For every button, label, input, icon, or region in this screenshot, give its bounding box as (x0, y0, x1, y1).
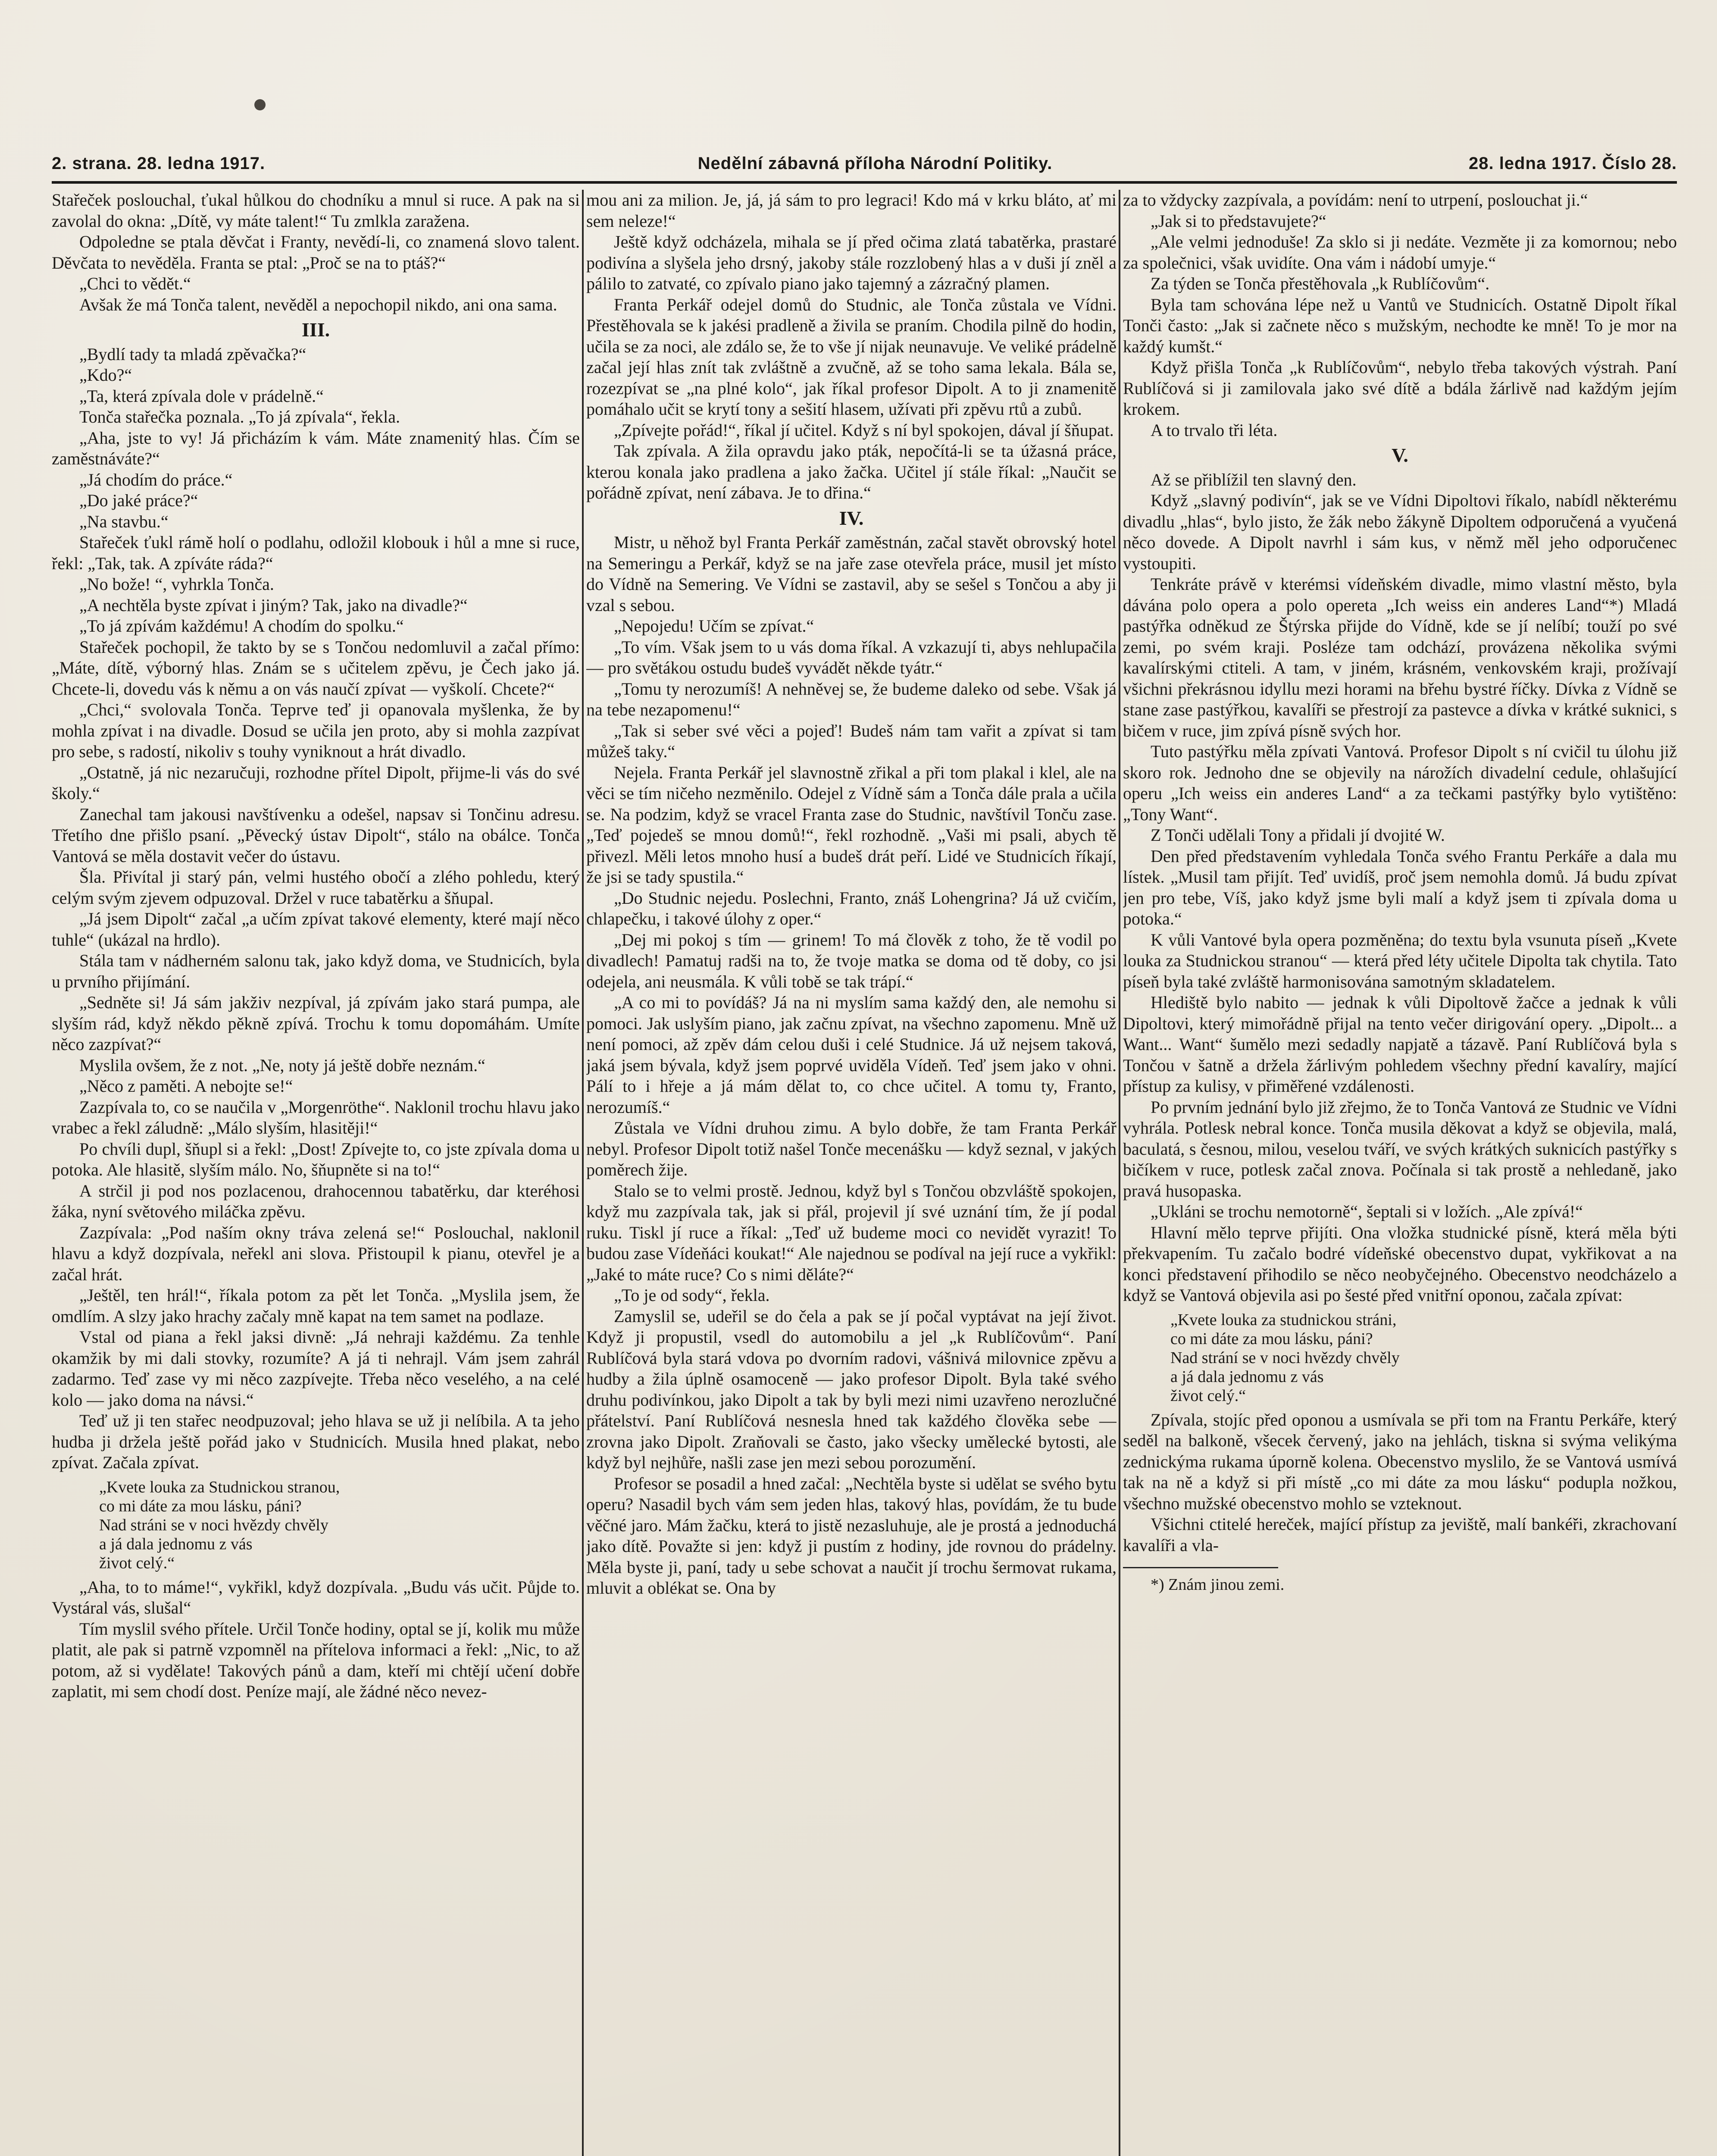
column-1 (52, 190, 580, 2156)
paragraph: „Tomu ty nerozumíš! A nehněvej se, že budeme daleko od sebe. Však já na tebe nezapomenu!“ (586, 679, 1117, 719)
paragraph: Stařeček ťukl rámě holí o podlahu, odložil klobouk i hůl a mne si ruce, řekl: „Tak, tak. A zpíváte ráda?“ (52, 533, 580, 573)
paragraph: „Bydlí tady ta mladá zpěvačka?“ (79, 344, 306, 364)
poem-verse (1170, 1310, 1677, 1405)
paragraph: Myslila ovšem, že z not. „Ne, noty já ještě dobře neznám.“ (79, 1055, 485, 1075)
paragraph: Tím myslil svého přítele. Určil Tonče hodiny, optal se jí, kolik mu může platit, ale pak si patrně vzpomněl na přítelova informaci a řekl: „Nic, to až potom, až si vydělate! Takových pánů a dam, kteří mi chtějí učení dobře zaplatit, mi sem chodí dost. Peníze mají, ale žádné něco nevez- (52, 1619, 580, 1701)
paragraph: Tenkráte právě v kterémsi vídeňském divadle, mimo vlastní město, byla dávána polo opera a polo opereta „Ich weiss ein anderes Land“*) Mladá pastýřka odněkud ze Štýrska přijde do Vídně, kde se jí nelíbí; touží po své zemi, po svém kraji. Posléze tam odchází, provázena několika svými kavalírskými ctiteli. A tam, v jiném, krásném, venkovském kraji, prožívají všichni překrásnou idyllu mezi horami na břehu bystré říčky. Dívka z Vídně se stane zase pastýřkou, kavalíři se přestrojí za pastevce a dívka v krátké suknici, s bičem v ruce, jim zpívá písně svých hor. (1123, 574, 1677, 740)
paragraph: Odpoledne se ptala děvčat i Franty, nevědí-li, co znamená slovo talent. Děvčata to nevěděla. Franta se ptal: „Proč se na to ptáš?“ (52, 232, 580, 273)
paragraph: „Jak si to představujete?“ (1151, 211, 1326, 231)
paragraph: Profesor se posadil a hned začal: „Nechtěla byste si udělat se svého bytu operu? Nasadil bych vám sem jeden hlas, takový hlas, povídám, že tu bude věčné jaro. Mám žačku, která to jistě nezasluhuje, ale je prostá a jednoduchá jako dítě. Považte si jen: když ji pustím z hodiny, jde rovnou do prádelny. Měla byste ji, paní, tady u sebe schovat a naučit jí trochu šermovat rukama, mluvit a oblékat se. Ona by (586, 1473, 1117, 1598)
chapter-heading: V. (1392, 444, 1408, 466)
paragraph: Tuto pastýřku měla zpívati Vantová. Profesor Dipolt s ní cvičil tu úlohu již skoro rok. Jednoho dne se objevily na nárožích divadelní cedule, ohlašující operu „Ich weiss ein anderes Land“ a za tečkami pastýřky bylo vytištěno: „Tony Want“. (1123, 742, 1677, 824)
paragraph: Zazpívala to, co se naučila v „Morgenröthe“. Naklonil trochu hlavu jako vrabec a řekl záludně: „Málo slyším, hlasitěji!“ (52, 1097, 580, 1138)
paragraph: Po chvíli dupl, šňupl si a řekl: „Dost! Zpívejte to, co jste zpívala doma u potoka. Ale hlasitě, slyším málo. No, šňupněte si na to!“ (52, 1139, 580, 1179)
paragraph: Tonča stařečka poznala. „To já zpívala“, řekla. (79, 407, 400, 426)
paragraph: A strčil ji pod nos pozlacenou, drahocennou tabatěrku, dar kteréhosi žáka, nyní světového miláčka zpěvu. (52, 1181, 580, 1221)
paragraph: „Aha, to to máme!“, vykřikl, když dozpívala. „Budu vás učit. Půjde to. Vystáral vás, slušal“ (52, 1577, 580, 1617)
paragraph: Stařeček poslouchal, ťukal hůlkou do chodníku a mnul si ruce. A pak na si zavolal do okna: „Dítě, vy máte talent!“ Tu zmlkla zaražena. (52, 190, 580, 231)
poem-line: a já dala jednomu z vás (1170, 1367, 1324, 1386)
paragraph: Stalo se to velmi prostě. Jednou, když byl s Tončou obzvláště spokojen, když mu zazpívala tak, jak si přál, projevil jí své uznání tím, že jí podal ruku. Tiskl jí ruce a říkal: „Teď už budeme moci co nevidět vyrazit! To budou zase Vídeňáci koukat!“ Ale najednou se podíval na její ruce a vykřikl: „Jaké to máte ruce? Co s nimi děláte?“ (586, 1181, 1117, 1284)
page-header (52, 149, 1677, 179)
paragraph: Hlavní mělo teprve přijíti. Ona vložka studnické písně, která měla býti překvapením. Tu začalo bodré vídeňské obecenstvo dupat, vykřikovat a na konci představení přihodilo se něco neobyčejného. Obecenstvo neodcházelo a když se Vantová objevila asi po šesté před vnitřní oponou, začala zpívat: (1123, 1222, 1677, 1305)
paragraph: Ještě když odcházela, mihala se jí před očima zlatá tabatěrka, prastaré podivína a slyšela jeho drsný, jakoby stále rozzlobený hlas a v duši jí zněl a pálilo to zatvaté, co zpívalo piano jako tajemný a zázračný plamen. (586, 232, 1117, 293)
paragraph: Zamyslil se, udeřil se do čela a pak se jí počal vyptávat na její život. Když ji propustil, vsedl do automobilu a jel „k Rublíčovům“. Paní Rublíčová byla stará vdova po dvorním radovi, vášnivá milovnice zpěvu a hudby a žila úplně osamoceně — jako profesor Dipolt. Byla také svého druhu podivínkou, jako Dipolt a tak by byli mezi nimi uzavřeno nerozlučné přátelství. Paní Rublíčová nesnesla hned tak každého člověka sebe — zrovna jako Dipolt. Zraňovali se často, jako všecky umělecké bytosti, ale když byl nejhůře, našli zase jen mezi sebou porozumění. (586, 1306, 1117, 1472)
paragraph: „To já zpívám každému! A chodím do spolku.“ (79, 616, 404, 636)
paragraph: Vstal od piana a řekl jaksi divně: „Já nehraji každému. Za tenhle okamžik by mi dali stovky, rozumíte? A já ti nehrajl. Vám jsem zahrál zadarmo. Teď zase vy mi něco zazpívejte. Třeba něco veselého, a na celé kolo — jako doma na návsi.“ (52, 1327, 580, 1410)
paragraph: „Kdo?“ (79, 365, 132, 385)
paragraph: K vůli Vantové byla opera pozměněna; do textu byla vsunuta píseň „Kvete louka za Studnickou stranou“ — která před léty učitele Dipolta tak chytila. Tato píseň byla také zvláště harmonisována samotným skladatelem. (1123, 930, 1677, 991)
paragraph: A to trvalo tři léta. (1151, 420, 1278, 440)
poem-verse (99, 1478, 580, 1573)
paragraph: Nejela. Franta Perkář jel slavnostně zřikal a při tom plakal i klel, ale na věci se tím ničeho nezměnilo. Odejel z Vídně sám a Tonča dále prala a učila se. Na podzim, když se vracel Franta zase do Studnic, navštívil Tonču zase. „Teď pojedeš se mnou domů!“, řekl rozhodně. „Vaši mi psali, abych tě přivezl. Měli letos mnoho husí a budeš drát peří. Lidé ve Studnicích říkají, že jsi se tady spustila.“ (586, 762, 1117, 887)
paragraph: „Ta, která zpívala dole v prádelně.“ (79, 386, 324, 406)
header-date-issue: 28. ledna 1917. Číslo 28. (1468, 154, 1677, 173)
footnote-rule (1123, 1567, 1278, 1568)
paragraph: Tak zpívala. A žila opravdu jako pták, nepočítá-li se ta úžasná práce, kterou konala jako pradlena a jako žačka. Učitel jí stále říkal: „Naučit se pořádně zpívat, není zábava. Je to dřina.“ (586, 441, 1117, 502)
paragraph: „Do jaké práce?“ (79, 491, 198, 510)
paragraph: „No bože! “, vyhrkla Tonča. (79, 574, 274, 594)
paragraph: Franta Perkář odejel domů do Studnic, ale Tonča zůstala ve Vídni. Přestěhovala se k jakési pradleně a živila se praním. Chodila pilně do hodin, učila se za noci, ale zdálo se, že to vše jí nijak neunavuje. Ve veliké prádelně začal její hlas znít tak zvláštně a zvučně, až se toho sama lekala. Bála se, rozezpívat se „na plné kolo“, jak říkal profesor Dipolt. A to ji znamenitě pomáhalo učit se krytí tony a sešití hlasem, užívati při zpěvu rtů a zubů. (586, 295, 1117, 419)
header-rule (52, 181, 1677, 184)
paragraph: Všichni ctitelé hereček, mající přístup za jeviště, malí bankéři, zkrachovaní kavalíři a vla- (1123, 1514, 1677, 1555)
paragraph: Zpívala, stojíc před oponou a usmívala se při tom na Frantu Perkáře, který seděl na balkoně, všecek červený, jako na jehlách, tiskna si svýma velikýma zednickýma rukama úporně kolena. Obecenstvo myslilo, že se Vantová usmívá tak na ně a když si při místě „co mi dáte za mou lásku“ podupla nožkou, všechno mužské obecenstvo mohlo se vzteknout. (1123, 1410, 1677, 1513)
paragraph: Zůstala ve Vídni druhou zimu. A bylo dobře, že tam Franta Perkář nebyl. Profesor Dipolt totiž našel Tonče mecenášku — když seznal, v jakých poměrech žije. (586, 1118, 1117, 1179)
paragraph: „Aha, jste to vy! Já přicházím k vám. Máte znamenitý hlas. Čím se zaměstnáváte?“ (52, 428, 580, 468)
paragraph: Avšak že má Tonča talent, nevěděl a nepochopil nikdo, ani ona sama. (79, 295, 557, 314)
paragraph: „To vím. Však jsem to u vás doma říkal. A vzkazují ti, abys nehlupačila — pro světákou ostudu budeš vyvádět někde tyátr.“ (586, 637, 1117, 677)
paragraph: „Ještěl, ten hrál!“, říkala potom za pět let Tonča. „Myslila jsem, že omdlím. A slzy jako hrachy začaly mně kapat na tem samet na podlaze. (52, 1285, 580, 1326)
poem-line: život celý.“ (99, 1554, 175, 1572)
paragraph: Až se přiblížil ten slavný den. (1151, 470, 1357, 489)
header-supplement-title: Nedělní zábavná příloha Národní Politiky. (697, 154, 1053, 173)
paragraph: „Ostatně, já nic nezaručuji, rozhodne přítel Dipolt, přijme-li vás do své školy.“ (52, 762, 580, 803)
column-3 (1123, 190, 1677, 2156)
poem-line: Nad strání se v noci hvězdy chvěly (1170, 1348, 1400, 1367)
poem-line: co mi dáte za mou lásku, páni? (99, 1497, 302, 1515)
paragraph: Za týden se Tonča přestěhovala „k Rublíčovům“. (1151, 274, 1490, 293)
paragraph: Z Tonči udělali Tony a přidali jí dvojité W. (1151, 825, 1445, 845)
ink-spot (254, 99, 266, 110)
paragraph: mou ani za milion. Je, já, já sám to pro legraci! Kdo má v krku bláto, ať mi sem neleze!“ (586, 190, 1117, 231)
paragraph: „Ukláni se trochu nemotorně“, šeptali si v ložích. „Ale zpívá!“ (1151, 1202, 1583, 1221)
paragraph: Po prvním jednání bylo již zřejmo, že to Tonča Vantová ze Studnic ve Vídni vyhrála. Potlesk nebral konce. Tonča musila děkovat a když se objevila, malá, baculatá, s česnou, milou, veselou tváří, ve svých krátkých suknicích pastýřky s bičíkem v ruce, potlesk začal znova. Počínala si tak prostě a nehledaně, jako pravá husopaska. (1123, 1097, 1677, 1200)
paragraph: „Na stavbu.“ (79, 511, 169, 531)
poem-line: Nad stráni se v noci hvězdy chvěly (99, 1516, 328, 1534)
paragraph: „Já jsem Dipolt“ začal „a učím zpívat takové elementy, které mají něco tuhle“ (ukázal na hrdlo). (52, 909, 580, 950)
paragraph: „Nepojedu! Učím se zpívat.“ (614, 616, 814, 636)
paragraph: Když „slavný podivín“, jak se ve Vídni Dipoltovi říkalo, nabídl některému divadlu „hlas“, bylo jisto, že žák nebo žákyně Dipoltem odporučená a vyučená něco dovede. A Dipolt navrhl i sám kus, v němž měl jeho odporučenec vystoupiti. (1123, 491, 1677, 573)
column-2 (586, 190, 1117, 2156)
paragraph: Hlediště bylo nabito — jednak k vůli Dipoltově žačce a jednak k vůli Dipoltovi, který mimořádně přijal na tento večer dirigování opery. „Dipolt... a Want... Want“ šumělo mezi sedadly napjatě a tázavě. Paní Rublíčová byla s Tončou v šatně a držela žárlivým pohledem všechny přední kavalíry, mající přístup za kulisy, v přiměřené vzdálenosti. (1123, 993, 1677, 1096)
paragraph: Den před představením vyhledala Tonča svého Frantu Perkáře a dala mu lístek. „Musil tam přijít. Teď uvidíš, proč jsem nemohla domů. Já budu zpívat jen pro tebe, Víš, jako když jsme byli malí a když jsem ti zpívala doma u potoka.“ (1123, 846, 1677, 928)
paragraph: „Zpívejte pořád!“, říkal jí učitel. Když s ní byl spokojen, dával jí šňupat. (614, 420, 1114, 440)
paragraph: „Něco z paměti. A nebojte se!“ (79, 1076, 293, 1096)
paragraph: „Tak si seber své věci a pojeď! Budeš nám tam vařit a zpívat si tam můžeš taky.“ (586, 721, 1117, 761)
paragraph: Stařeček pochopil, že takto by se s Tončou nedomluvil a začal přímo: „Máte, dítě, výborný hlas. Znám se s učitelem zpěvu, je Čech jako já. Chcete-li, dovedu vás k němu a on vás naučí zpívat — vyškolí. Chcete?“ (52, 637, 580, 699)
paragraph: Stála tam v nádherném salonu tak, jako když doma, ve Studnicích, byla u prvního přijímání. (52, 951, 580, 991)
paragraph: Šla. Přivítal ji starý pán, velmi hustého obočí a zlého pohledu, který celým svým zjevem odpuzoval. Držel v ruce tabatěrku a šňupal. (52, 867, 580, 908)
column-divider-1 (582, 190, 584, 2156)
paragraph: „Sedněte si! Já sám jakživ nezpíval, já zpívám jako stará pumpa, ale slyším rád, když někdo pěkně zpívá. Trochu k tomu dopomáhám. Umíte něco zazpívat?“ (52, 993, 580, 1054)
chapter-heading: IV. (839, 507, 864, 529)
paragraph: Byla tam schována lépe než u Vantů ve Studnicích. Ostatně Dipolt říkal Tonči často: „Jak si začnete něco s mužským, nechodte ke mně! To je mor na každý kumšt.“ (1123, 295, 1677, 356)
paragraph: „Do Studnic nejedu. Poslechni, Franto, znáš Lohengrina? Já už cvičím, chlapečku, i takové úlohy z oper.“ (586, 888, 1117, 928)
paragraph: za to vždycky zazpívala, a povídám: není to utrpení, poslouchat ji.“ (1123, 190, 1588, 210)
paragraph: Když přišla Tonča „k Rublíčovům“, nebylo třeba takových výstrah. Paní Rublíčová si ji zamilovala jako své dítě a bdála žárlivě nad každým jejím krokem. (1123, 357, 1677, 419)
poem-line: život celý.“ (1170, 1386, 1246, 1405)
paragraph: „Ale velmi jednoduše! Za sklo si ji nedáte. Vezměte ji za komornou; nebo za společnici, však uvidíte. Ona vám i nádobí umyje.“ (1123, 232, 1677, 273)
column-divider-2 (1119, 190, 1120, 2156)
poem-line: co mi dáte za mou lásku, páni? (1170, 1329, 1373, 1348)
paragraph: „A nechtěla byste zpívat i jiným? Tak, jako na divadle?“ (79, 595, 468, 615)
poem-line: „Kvete louka za Studnickou stranou, (99, 1478, 340, 1496)
paragraph: „Já chodím do práce.“ (79, 470, 233, 489)
paragraph: Mistr, u něhož byl Franta Perkář zaměstnán, začal stavět obrovský hotel na Semeringu a Perkář, když se na jaře zase otevřela práce, musil jet místo do Vídně na Semering. Ve Vídni se zastavil, aby se sešel s Tončou a aby ji vzal s sebou. (586, 533, 1117, 615)
chapter-heading: III. (301, 319, 330, 341)
poem-line: „Kvete louka za studnickou stráni, (1170, 1310, 1397, 1329)
header-page-number: 2. strana. 28. ledna 1917. (52, 154, 266, 173)
paragraph: „Dej mi pokoj s tím — grinem! To má člověk z toho, že tě vodil po divadlech! Pamatuj radši na to, že tvoje matka se doma od tě doby, co jsi odejela, ani neusmála. K vůli tobě se tak trápí.“ (586, 930, 1117, 991)
footnote: *) Znám jinou zemi. (1151, 1576, 1285, 1594)
paragraph: Zazpívala: „Pod naším okny tráva zelená se!“ Poslouchal, naklonil hlavu a když dozpívala, neřekl ani slova. Přistoupil k pianu, otevřel je a začal hrát. (52, 1222, 580, 1284)
poem-line: a já dala jednomu z vás (99, 1535, 253, 1553)
paragraph: „To je od sody“, řekla. (614, 1285, 770, 1305)
paragraph: „Chci,“ svolovala Tonča. Teprve teď ji opanovala myšlenka, že by mohla zpívat i na divadle. Dosud se učila jen proto, aby si mohla zazpívat pro sebe, s radostí, nikoliv s touhy vyniknout a hrát divadlo. (52, 700, 580, 761)
paragraph: „Chci to vědět.“ (79, 274, 191, 293)
paragraph: „A co mi to povídáš? Já na ni myslím sama každý den, ale nemohu si pomoci. Jak uslyším piano, jak začnu zpívat, na všechno zapomenu. Mně už není pomoci, až zpěv dám celou duši i celé Studnice. Já už nejsem taková, jaká jsem bývala, když jsem poprvé uviděla Vídeň. Teď jsem jako v ohni. Pálí to i hřeje a já mám dělat to, co chce učitel. A tomu ty, Franto, nerozumíš.“ (586, 993, 1117, 1117)
paragraph: Teď už ji ten stařec neodpuzoval; jeho hlava se už ji nelíbila. A ta jeho hudba ji držela ještě pořád jako v Studnicích. Musila hned plakat, nebo zpívat. Začala zpívat. (52, 1411, 580, 1472)
paragraph: Zanechal tam jakousi navštívenku a odešel, napsav si Tončinu adresu. Třetího dne přišlo psaní. „Pěvecký ústav Dipolt“, stálo na obálce. Tonča Vantová se měla dostavit večer do ústavu. (52, 804, 580, 866)
